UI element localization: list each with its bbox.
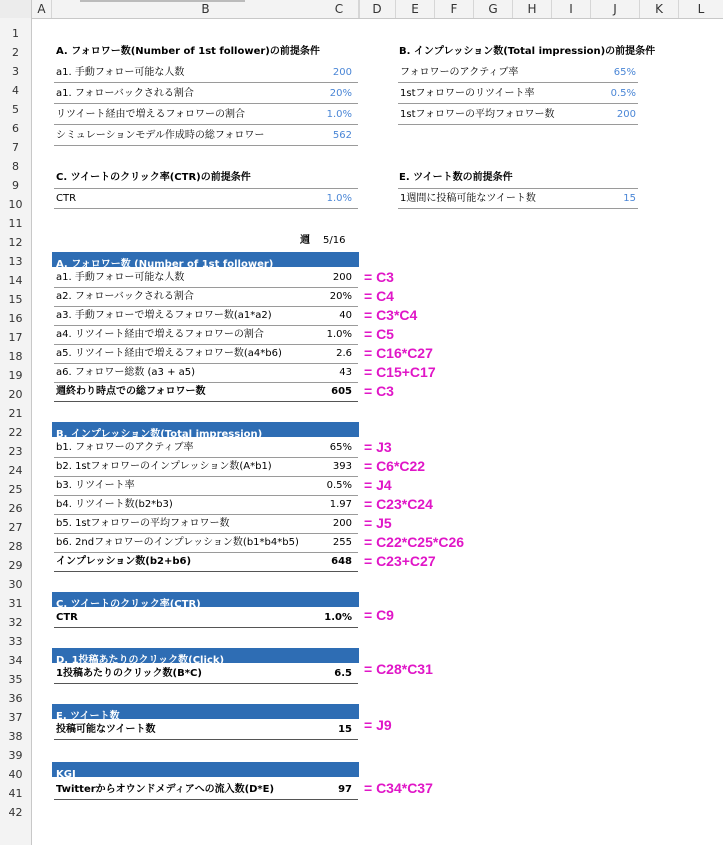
row-header[interactable]: 32 <box>8 616 23 629</box>
col-header-e[interactable]: E <box>396 0 435 18</box>
clicks-header-band <box>52 648 359 666</box>
cell-border <box>54 82 358 83</box>
calc-total-value[interactable]: 6.5 <box>334 668 352 679</box>
cell-border <box>54 306 358 307</box>
calc-row-value[interactable]: 40 <box>339 310 352 321</box>
calc-row-label: a3. 手動フォローで増えるフォロワー数(a1*a2) <box>56 310 272 321</box>
assumption-label: 1週間に投稿可能なツイート数 <box>400 193 536 204</box>
cell-border <box>54 476 358 477</box>
ctr-header: C. ツイートのクリック率(CTR) <box>56 599 201 610</box>
col-header-a[interactable]: A <box>32 0 52 18</box>
assumption-value[interactable]: 562 <box>332 130 352 141</box>
assumption-label: a1. 手動フォロー可能な人数 <box>56 67 185 78</box>
formula-annotation: = C3 <box>364 269 394 285</box>
week-value: 5/16 <box>323 235 346 246</box>
col-header-b[interactable]: B <box>52 0 360 18</box>
calc-total-label: インプレッション数(b2+b6) <box>56 556 192 567</box>
section-c-title: C. ツイートのクリック率(CTR)の前提条件 <box>56 172 251 183</box>
column-header-bar <box>0 0 723 19</box>
calc-row-value[interactable]: 1.97 <box>329 499 352 510</box>
clicks-header: D. 1投稿あたりのクリック数(Click) <box>56 655 225 666</box>
calc-row-label: b5. 1stフォロワーの平均フォロワー数 <box>56 518 230 529</box>
assumption-label: 1stフォロワーのリツイート率 <box>400 88 535 99</box>
cell-border <box>54 533 358 534</box>
assumption-value[interactable]: 200 <box>616 109 636 120</box>
assumption-value[interactable]: 200 <box>332 67 352 78</box>
formula-annotation: = C5 <box>364 326 394 342</box>
cell-border <box>54 325 358 326</box>
row-header[interactable]: 4 <box>12 84 19 97</box>
col-header-c[interactable]: C <box>320 0 359 18</box>
row-header[interactable]: 10 <box>8 198 23 211</box>
row-header[interactable]: 26 <box>8 502 23 515</box>
calc-row-label: a1. 手動フォロー可能な人数 <box>56 272 185 283</box>
assumption-label: リツイート経由で増えるフォロワーの割合 <box>56 109 245 120</box>
week-label: 週 <box>300 235 310 246</box>
row-header[interactable]: 38 <box>8 730 23 743</box>
row-header[interactable]: 18 <box>8 350 23 363</box>
formula-annotation: = J3 <box>364 439 392 455</box>
followers-header-band <box>52 252 359 270</box>
formula-annotation: = C28*C31 <box>364 661 433 677</box>
row-header[interactable]: 40 <box>8 768 23 781</box>
section-e-title: E. ツイート数の前提条件 <box>399 172 513 183</box>
calc-row-value[interactable]: 200 <box>332 518 352 529</box>
cell-border <box>398 208 638 209</box>
cell-border <box>54 208 358 209</box>
ctr-header-band <box>52 592 359 610</box>
row-header[interactable]: 20 <box>8 388 23 401</box>
assumption-value[interactable]: 1.0% <box>326 109 352 120</box>
cell-border <box>54 514 358 515</box>
col-header-j[interactable]: J <box>591 0 640 18</box>
cell-border <box>398 82 638 83</box>
cell-border <box>54 739 358 740</box>
formula-annotation: = C4 <box>364 288 394 304</box>
row-header[interactable]: 17 <box>8 331 23 344</box>
formula-annotation: = J9 <box>364 717 392 733</box>
row-header[interactable]: 11 <box>8 217 23 230</box>
row-header[interactable]: 29 <box>8 559 23 572</box>
row-header[interactable]: 36 <box>8 692 23 705</box>
col-header-f[interactable]: F <box>435 0 474 18</box>
row-header[interactable]: 31 <box>8 597 23 610</box>
calc-row-label: b4. リツイート数(b2*b3) <box>56 499 173 510</box>
assumption-value[interactable]: 20% <box>329 88 352 99</box>
section-a-title: A. フォロワー数(Number of 1st follower)の前提条件 <box>56 46 320 57</box>
cell-border <box>54 382 358 383</box>
calc-total-value[interactable]: 648 <box>331 556 352 567</box>
row-header[interactable]: 39 <box>8 749 23 762</box>
row-header[interactable]: 13 <box>8 255 23 268</box>
cell-border <box>54 683 358 684</box>
assumption-label: a1. フォローバックされる割合 <box>56 88 194 99</box>
row-header[interactable]: 14 <box>8 274 23 287</box>
assumption-value[interactable]: 0.5% <box>610 88 636 99</box>
cell-border <box>54 188 358 189</box>
row-header-bar <box>0 18 32 845</box>
cell-border <box>398 103 638 104</box>
calc-row-value[interactable]: 1.0% <box>326 329 352 340</box>
impressions-header: B. インプレッション数(Total impression) <box>56 429 263 440</box>
formula-annotation: = C16*C27 <box>364 345 433 361</box>
assumption-value[interactable]: 65% <box>613 67 636 78</box>
assumption-value[interactable]: 1.0% <box>326 193 352 204</box>
formula-annotation: = C9 <box>364 607 394 623</box>
row-header[interactable]: 16 <box>8 312 23 325</box>
cell-border <box>54 799 358 800</box>
row-header[interactable]: 7 <box>12 141 19 154</box>
cell-border <box>398 188 638 189</box>
cell-border <box>54 571 358 572</box>
calc-total-value[interactable]: 1.0% <box>324 612 352 623</box>
calc-row-value[interactable]: 0.5% <box>326 480 352 491</box>
calc-row-label: a5. リツイート経由で増えるフォロワー数(a4*b6) <box>56 348 282 359</box>
cell-border <box>54 344 358 345</box>
row-header[interactable]: 23 <box>8 445 23 458</box>
cell-border <box>54 457 358 458</box>
tweets-header: E. ツイート数 <box>56 711 120 722</box>
formula-annotation: = J4 <box>364 477 392 493</box>
calc-row-label: b1. フォロワーのアクティブ率 <box>56 442 194 453</box>
assumption-label: シミュレーションモデル作成時の総フォロワー <box>56 130 265 141</box>
col-header-h[interactable]: H <box>513 0 552 18</box>
calc-row-value[interactable]: 65% <box>329 442 352 453</box>
row-header[interactable]: 42 <box>8 806 23 819</box>
calc-row-label: b2. 1stフォロワーのインプレッション数(A*b1) <box>56 461 272 472</box>
calc-total-label: Twitterからオウンドメディアへの流入数(D*E) <box>56 784 275 795</box>
formula-annotation: = C23*C24 <box>364 496 433 512</box>
formula-annotation: = C23+C27 <box>364 553 436 569</box>
formula-annotation: = C3 <box>364 383 394 399</box>
calc-total-label: CTR <box>56 612 78 623</box>
followers-header: A. フォロワー数 (Number of 1st follower) <box>56 259 274 270</box>
row-header[interactable]: 8 <box>12 160 19 173</box>
calc-total-label: 1投稿あたりのクリック数(B*C) <box>56 668 202 679</box>
calc-row-label: a6. フォロワー総数 (a3 + a5) <box>56 367 196 378</box>
cell-border <box>54 627 358 628</box>
row-header[interactable]: 28 <box>8 540 23 553</box>
section-b-title: B. インプレッション数(Total impression)の前提条件 <box>399 46 656 57</box>
cell-border <box>54 401 358 402</box>
row-header[interactable]: 5 <box>12 103 19 116</box>
row-header[interactable]: 25 <box>8 483 23 496</box>
calc-row-value[interactable]: 2.6 <box>336 348 352 359</box>
tweets-header-band <box>52 704 359 722</box>
calc-row-value[interactable]: 393 <box>332 461 352 472</box>
row-header[interactable]: 30 <box>8 578 23 591</box>
cell-border <box>398 124 638 125</box>
row-header[interactable]: 9 <box>12 179 19 192</box>
formula-annotation: = C6*C22 <box>364 458 426 474</box>
calc-row-label: b3. リツイート率 <box>56 480 135 491</box>
row-header[interactable]: 37 <box>8 711 23 724</box>
row-header[interactable]: 1 <box>12 27 19 40</box>
calc-row-label: a2. フォローバックされる割合 <box>56 291 194 302</box>
row-header[interactable]: 6 <box>12 122 19 135</box>
row-header[interactable]: 22 <box>8 426 23 439</box>
calc-total-value[interactable]: 97 <box>338 784 352 795</box>
calc-total-label: 週終わり時点での総フォロワー数 <box>56 386 206 397</box>
col-header-i[interactable]: I <box>552 0 591 18</box>
row-header[interactable]: 19 <box>8 369 23 382</box>
formula-annotation: = C22*C25*C26 <box>364 534 465 550</box>
row-header[interactable]: 21 <box>8 407 23 420</box>
calc-row-value[interactable]: 43 <box>339 367 352 378</box>
calc-total-label: 投稿可能なツイート数 <box>56 724 156 735</box>
formula-annotation: = J5 <box>364 515 392 531</box>
assumption-label: 1stフォロワーの平均フォロワー数 <box>400 109 555 120</box>
formula-annotation: = C34*C37 <box>364 780 433 796</box>
row-header[interactable]: 15 <box>8 293 23 306</box>
row-header[interactable]: 27 <box>8 521 23 534</box>
cell-border <box>54 124 358 125</box>
kgi-header-band <box>52 762 359 780</box>
col-header-g[interactable]: G <box>474 0 513 18</box>
row-header[interactable]: 2 <box>12 46 19 59</box>
assumption-label: CTR <box>56 193 77 204</box>
col-header-l[interactable]: L <box>679 0 723 18</box>
row-header[interactable]: 33 <box>8 635 23 648</box>
row-header[interactable]: 41 <box>8 787 23 800</box>
assumption-value[interactable]: 15 <box>623 193 636 204</box>
cell-border <box>54 363 358 364</box>
row-header[interactable]: 3 <box>12 65 19 78</box>
col-header-d[interactable]: D <box>359 0 396 18</box>
row-header[interactable]: 34 <box>8 654 23 667</box>
row-header[interactable]: 24 <box>8 464 23 477</box>
calc-row-label: a4. リツイート経由で増えるフォロワーの割合 <box>56 329 264 340</box>
col-header-k[interactable]: K <box>640 0 679 18</box>
calc-row-label: b6. 2ndフォロワーのインプレッション数(b1*b4*b5) <box>56 537 299 548</box>
calc-total-value[interactable]: 15 <box>338 724 352 735</box>
cell-border <box>54 103 358 104</box>
calc-row-value[interactable]: 200 <box>332 272 352 283</box>
formula-annotation: = C15+C17 <box>364 364 436 380</box>
cell-border <box>54 145 358 146</box>
calc-row-value[interactable]: 20% <box>329 291 352 302</box>
cell-border <box>54 552 358 553</box>
impressions-header-band <box>52 422 359 440</box>
row-header[interactable]: 12 <box>8 236 23 249</box>
calc-row-value[interactable]: 255 <box>332 537 352 548</box>
kgi-header: KGI <box>56 769 76 780</box>
formula-annotation: = C3*C4 <box>364 307 418 323</box>
row-header[interactable]: 35 <box>8 673 23 686</box>
select-all-corner[interactable] <box>0 0 32 18</box>
cell-border <box>54 287 358 288</box>
calc-total-value[interactable]: 605 <box>331 386 352 397</box>
cell-border <box>54 495 358 496</box>
assumption-label: フォロワーのアクティブ率 <box>400 67 519 78</box>
